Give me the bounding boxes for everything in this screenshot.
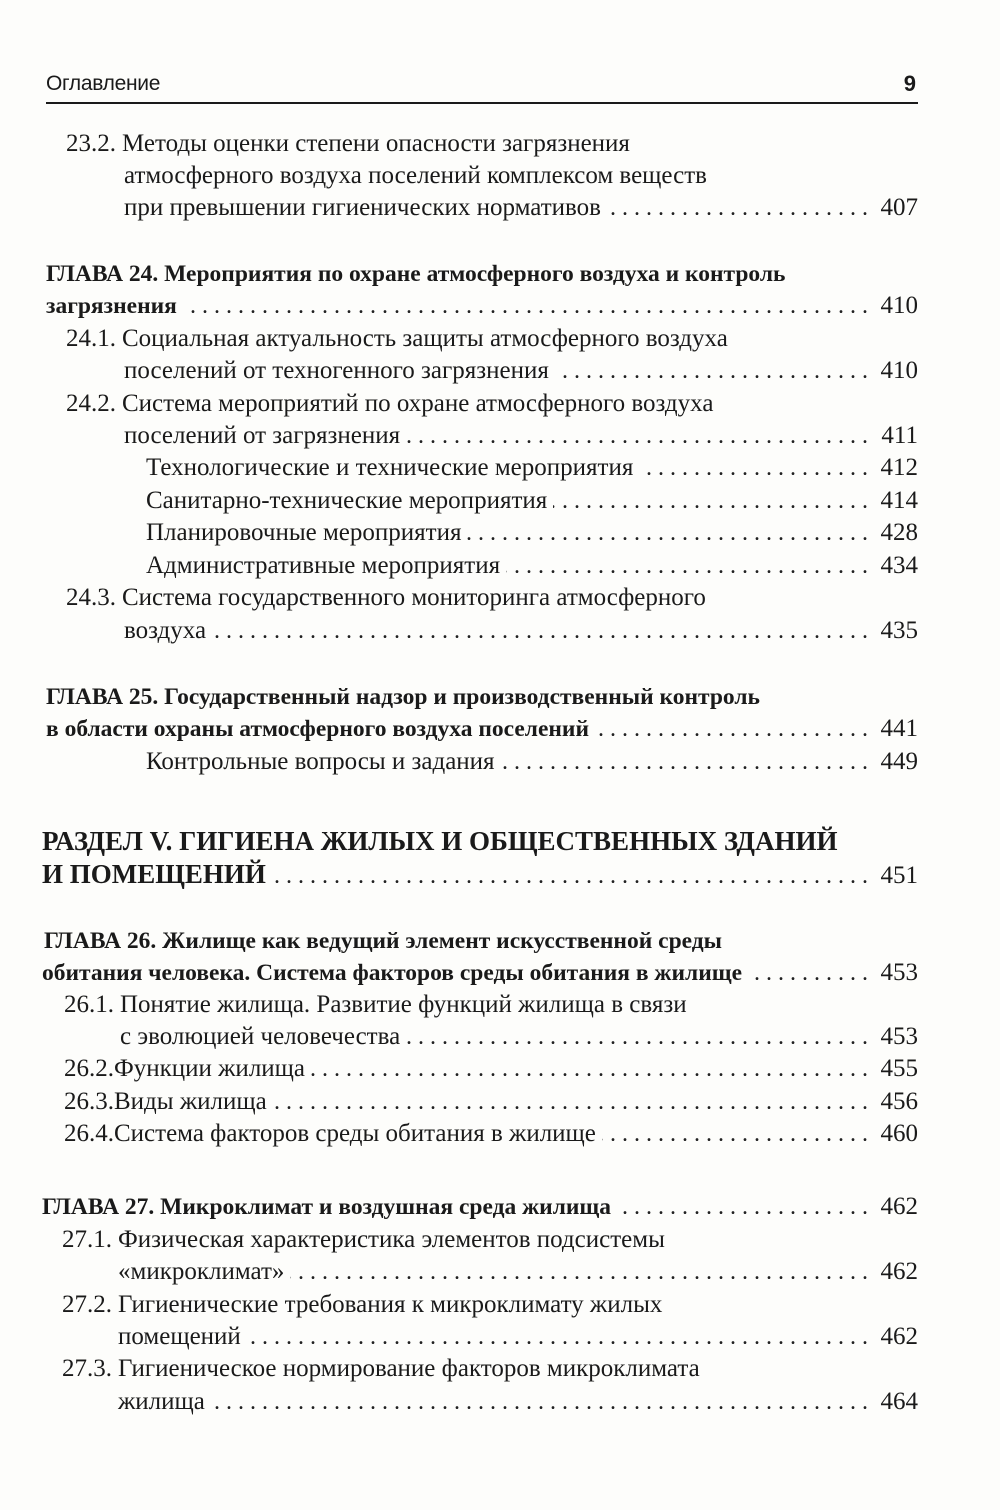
leader-dots [290,1256,868,1288]
toc-entry-line [124,160,918,192]
toc-entry-line [62,1353,918,1385]
toc-entry-page: 462 [880,1193,918,1220]
toc-entry-text: Гигиеническое нормирование факторов микроклимата [118,1355,700,1382]
toc-entry-line [124,615,918,647]
toc-entry-text: при превышении гигиенических нормативов [124,194,601,221]
toc-entry-text: поселений от техногенного загрязнения [124,357,549,384]
leader-dots [183,290,868,322]
toc-entry-text: жилища [118,1388,205,1415]
chapter-heading-text: загрязнения [46,293,177,319]
chapter-heading-text: ГЛАВА 24. Мероприятия по охране атмосферного воздуха и контроль [46,261,786,287]
toc-entry-number: 24.3. [66,584,116,611]
leader-dots [247,1321,868,1353]
toc-entry-line [64,989,918,1021]
toc-entry-number: 24.2. [66,390,116,417]
toc-entry-text: Виды жилища [114,1088,267,1115]
toc-entry-text: Физическая характеристика элементов подсистемы [118,1226,665,1253]
leader-dots [501,746,868,778]
toc-entry-text: Понятие жилища. Развитие функций жилища в связи [120,991,687,1018]
toc-entry-line [118,1386,918,1418]
leader-dots [272,860,868,892]
leader-dots [311,1053,868,1085]
toc-entry-line [146,746,918,778]
toc-entry-text: Административные мероприятия [146,552,501,579]
toc-entry-text: Система факторов среды обитания в жилище [114,1120,596,1147]
leader-dots [555,355,868,387]
chapter-heading-line [42,1191,918,1223]
part-heading-text: РАЗДЕЛ V. ГИГИЕНА ЖИЛЫХ И ОБЩЕСТВЕННЫХ ЗДАНИЙ [42,826,838,856]
chapter-heading-text: ГЛАВА 27. Микроклимат и воздушная среда жилища [42,1194,612,1220]
toc-entry-number: 27.2. [62,1291,112,1318]
chapter-heading-line [46,258,918,290]
chapter-heading-line [44,925,918,957]
toc-entry-text: Система государственного мониторинга атмосферного [122,584,706,611]
toc-entry-page: 434 [880,552,918,579]
toc-entry-page: 449 [880,748,918,775]
leader-dots [617,1191,868,1223]
toc-entry-text: Социальная актуальность защиты атмосферного воздуха [122,325,728,352]
toc-entry-number: 27.3. [62,1355,112,1382]
leader-dots [273,1086,868,1118]
toc-entry-text: воздуха [124,617,207,644]
toc-entry-text: Система мероприятий по охране атмосферного воздуха [122,390,714,417]
leader-dots [506,550,868,582]
toc-entry-page: 435 [880,617,918,644]
toc-entry-page: 441 [880,715,918,742]
part-heading-line [42,858,918,890]
toc-entry-page: 410 [880,292,918,319]
toc-entry-line [62,1224,918,1256]
toc-entry-page: 451 [880,862,918,889]
toc-entry-page: 428 [880,519,918,546]
running-header-title: Оглавление [46,72,161,95]
toc-entry-number: 26.2. [64,1055,114,1082]
toc-entry-page: 410 [880,357,918,384]
chapter-heading-text: обитания человека. Система факторов среды обитания в жилище [42,960,743,986]
leader-dots [467,517,868,549]
leader-dots [639,452,868,484]
toc-entry-text: Методы оценки степени опасности загрязнения [122,130,630,157]
toc-entry-number: 26.4. [64,1120,114,1147]
chapter-heading-line [42,957,918,989]
chapter-heading-text: ГЛАВА 26. Жилище как ведущий элемент искусственной среды [44,928,722,954]
chapter-heading-line [46,713,918,745]
toc-entry-line [64,1086,918,1118]
toc-entry-line [146,452,918,484]
leader-dots [553,485,868,517]
toc-entry-text: Санитарно-технические мероприятия [146,487,548,514]
part-heading-text: И ПОМЕЩЕНИЙ [42,859,266,889]
toc-entry-line [66,128,918,160]
leader-dots [212,615,868,647]
leader-dots [406,420,868,452]
toc-entry-text: с эволюцией человечества [120,1023,401,1050]
toc-entry-page: 411 [881,422,918,449]
toc-entry-line [66,388,918,420]
toc-entry-text: «микроклимат» [118,1258,285,1285]
leader-dots [607,192,868,224]
toc-entry-page: 453 [880,959,918,986]
toc-entry-line [146,550,918,582]
toc-entry-number: 26.1. [64,991,114,1018]
toc-entry-page: 456 [880,1088,918,1115]
toc-entry-page: 453 [880,1023,918,1050]
chapter-heading-line [46,681,918,713]
toc-entry-number: 27.1. [62,1226,112,1253]
toc-entry-line [66,323,918,355]
toc-entry-line [66,582,918,614]
leader-dots [406,1021,868,1053]
toc-entry-line [124,192,918,224]
toc-entry-page: 462 [880,1323,918,1350]
chapter-heading-text: ГЛАВА 25. Государственный надзор и производственный контроль [46,684,760,710]
toc-entry-page: 462 [880,1258,918,1285]
leader-dots [602,1118,868,1150]
toc-entry-page: 414 [880,487,918,514]
toc-entry-page: 460 [880,1120,918,1147]
toc-entry-number: 26.3. [64,1088,114,1115]
toc-entry-line [124,355,918,387]
toc-entry-text: Гигиенические требования к микроклимату жилых [118,1291,663,1318]
toc-entry-text: поселений от загрязнения [124,422,401,449]
toc-entry-text: Планировочные мероприятия [146,519,462,546]
toc-entry-text: Функции жилища [114,1055,306,1082]
toc-entry-line [118,1256,918,1288]
toc-entry-text: Технологические и технические мероприятия [146,454,634,481]
leader-dots [748,957,868,989]
toc-entry-number: 24.1. [66,325,116,352]
toc-entry-page: 455 [880,1055,918,1082]
toc-entry-page: 407 [880,194,918,221]
chapter-heading-text: в области охраны атмосферного воздуха поселений [46,716,589,742]
leader-dots [211,1386,868,1418]
toc-entry-text: Контрольные вопросы и задания [146,748,495,775]
chapter-heading-line [46,290,918,322]
leader-dots [595,713,868,745]
toc-entry-line [146,517,918,549]
toc-entry-text: атмосферного воздуха поселений комплексом веществ [124,162,707,189]
toc-entry-line [118,1321,918,1353]
toc-entry-line [146,485,918,517]
toc-entry-number: 23.2. [66,130,116,157]
toc-entry-page: 412 [880,454,918,481]
toc-entry-line [120,1021,918,1053]
toc-entry-line [64,1118,918,1150]
toc-entry-line [62,1289,918,1321]
toc-entry-page: 464 [880,1388,918,1415]
toc-entry-line [64,1053,918,1085]
part-heading-line [42,825,918,857]
toc-entry-text: помещений [118,1323,241,1350]
running-header-page-number: 9 [903,71,916,96]
toc-entry-line [124,420,918,452]
